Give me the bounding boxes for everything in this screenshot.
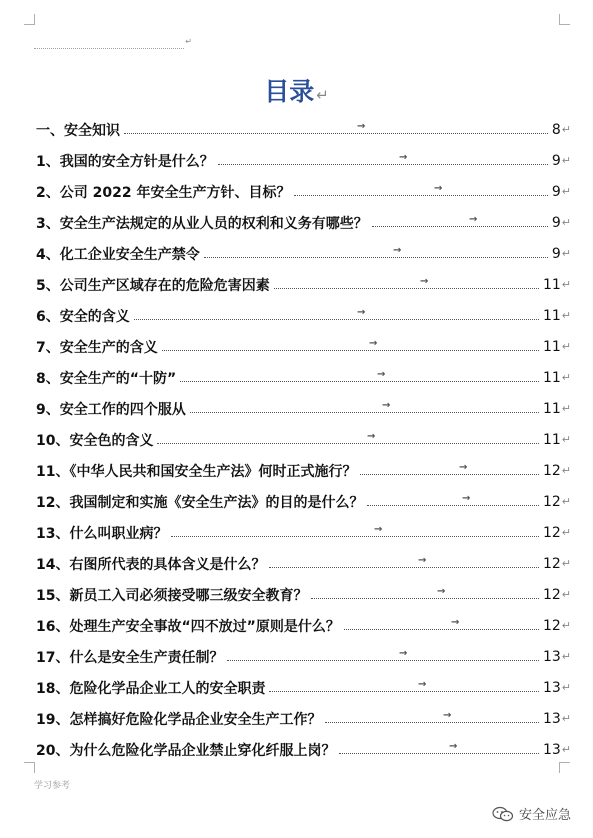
toc-entry[interactable] (36, 672, 571, 703)
toc-entry-label: 14、右图所代表的具体含义是什么？ (36, 556, 266, 573)
watermark-text: 安全应急 (518, 808, 571, 823)
paragraph-mark: ↵ (561, 743, 571, 756)
watermark (492, 804, 571, 823)
page-title-text: 目录 (264, 77, 315, 106)
tab-arrow-mark: → (393, 245, 402, 256)
paragraph-mark: ↵ (561, 526, 571, 539)
toc-entry-page: 9 (551, 152, 561, 169)
wechat-icon (492, 806, 514, 822)
toc-entry-label: 20、为什么危险化学品企业禁止穿化纤服上岗？ (36, 742, 336, 759)
toc-leader-dots (227, 660, 538, 661)
toc-leader-dots (162, 350, 539, 351)
tab-arrow-mark: → (420, 276, 429, 287)
tab-arrow-mark: → (377, 369, 386, 380)
toc-entry-page: 12 (542, 586, 561, 603)
toc-entry-label: 11、《中华人民共和国安全生产法》何时正式施行？ (36, 463, 357, 480)
tab-arrow-mark: → (418, 679, 427, 690)
tab-arrow-mark: → (418, 555, 427, 566)
toc-entry[interactable] (36, 331, 571, 362)
tab-arrow-mark: → (451, 617, 460, 628)
toc-entry-label: 1、我国的安全方针是什么？ (36, 153, 214, 170)
toc-entry-page: 12 (542, 617, 561, 634)
paragraph-mark: ↵ (561, 216, 571, 229)
toc-entry-page: 11 (542, 276, 561, 293)
toc-entry-label: 16、处理生产安全事故“四不放过”原则是什么？ (36, 618, 340, 635)
paragraph-mark: ↵ (316, 86, 329, 104)
toc-entry[interactable] (36, 145, 571, 176)
toc-entry-label: 19、怎样搞好危险化学品企业安全生产工作？ (36, 711, 322, 728)
toc-entry-label: 17、什么是安全生产责任制？ (36, 649, 224, 666)
toc-entry-page: 11 (542, 307, 561, 324)
tab-arrow-mark: → (459, 462, 468, 473)
paragraph-mark: ↵ (561, 681, 571, 694)
tab-arrow-mark: → (437, 586, 446, 597)
tab-arrow-mark: → (367, 431, 376, 442)
tab-arrow-mark: → (357, 307, 366, 318)
paragraph-mark: ↵ (561, 185, 571, 198)
paragraph-mark: ↵ (561, 650, 571, 663)
paragraph-mark: ↵ (561, 464, 571, 477)
toc-entry-label: 4、化工企业安全生产禁令 (36, 246, 200, 263)
tab-arrow-mark: → (374, 524, 383, 535)
toc-entry-label: 15、新员工入司必须接受哪三级安全教育？ (36, 587, 308, 604)
toc-entry[interactable] (36, 300, 571, 331)
paragraph-mark: ↵ (185, 37, 192, 46)
toc-entry[interactable] (36, 579, 571, 610)
tab-arrow-mark: → (462, 493, 471, 504)
toc-entry-label: 7、安全生产的含义 (36, 339, 158, 356)
paragraph-mark: ↵ (561, 433, 571, 446)
toc-entry-page: 13 (542, 679, 561, 696)
toc-leader-dots (344, 629, 539, 630)
toc-entry-label: 2、公司 2022 年安全生产方针、目标？ (36, 184, 291, 201)
toc-entry[interactable] (36, 610, 571, 641)
toc-leader-dots (360, 474, 538, 475)
paragraph-mark: ↵ (561, 402, 571, 415)
crop-mark-top-left (24, 14, 35, 25)
tab-arrow-mark: → (399, 152, 408, 163)
toc-entry-label: 10、安全色的含义 (36, 432, 154, 449)
toc-entry-page: 11 (542, 338, 561, 355)
toc-entry-page: 12 (542, 524, 561, 541)
toc-entry-page: 11 (542, 431, 561, 448)
toc-entry-page: 12 (542, 555, 561, 572)
toc-entry-page: 9 (551, 183, 561, 200)
toc-leader-dots (180, 381, 539, 382)
tab-arrow-mark: → (434, 183, 443, 194)
toc-entry-page: 9 (551, 245, 561, 262)
toc-leader-dots (311, 598, 538, 599)
toc-entry-page: 9 (551, 214, 561, 231)
toc-entry-page: 11 (542, 400, 561, 417)
toc-leader-dots (294, 195, 547, 196)
paragraph-mark: ↵ (561, 557, 571, 570)
tab-arrow-mark: → (443, 710, 452, 721)
toc-entry[interactable] (36, 641, 571, 672)
paragraph-mark: ↵ (561, 247, 571, 260)
tab-arrow-mark: → (369, 338, 378, 349)
toc-leader-dots (269, 691, 538, 692)
page-title (0, 72, 593, 108)
tab-arrow-mark: → (449, 741, 458, 752)
toc-leader-dots (171, 536, 538, 537)
header-placeholder-line (34, 37, 192, 49)
paragraph-mark: ↵ (561, 495, 571, 508)
toc-entry-page: 12 (542, 493, 561, 510)
toc-entry[interactable] (36, 176, 571, 207)
toc-entry-label: 12、我国制定和实施《安全生产法》的目的是什么？ (36, 494, 364, 511)
toc-entry-label: 6、安全的含义 (36, 308, 130, 325)
paragraph-mark: ↵ (561, 340, 571, 353)
toc-entry[interactable] (36, 362, 571, 393)
toc-entry-page: 13 (542, 710, 561, 727)
toc-entry-label: 一、安全知识 (36, 122, 120, 139)
tab-arrow-mark: → (399, 648, 408, 659)
toc-entry[interactable] (36, 734, 571, 765)
toc-entry-page: 11 (542, 369, 561, 386)
table-of-contents (36, 114, 571, 765)
toc-leader-dots (157, 443, 538, 444)
toc-entry[interactable] (36, 207, 571, 238)
toc-entry[interactable] (36, 114, 571, 145)
toc-entry-label: 9、安全工作的四个服从 (36, 401, 186, 418)
tab-arrow-mark: → (357, 121, 366, 132)
crop-mark-top-right (559, 14, 570, 25)
toc-leader-dots (190, 412, 539, 413)
toc-leader-dots (269, 567, 538, 568)
toc-entry-page: 8 (551, 121, 561, 138)
tab-arrow-mark: → (469, 214, 478, 225)
toc-entry[interactable] (36, 238, 571, 269)
toc-leader-dots (218, 164, 548, 165)
toc-entry-page: 12 (542, 462, 561, 479)
paragraph-mark: ↵ (561, 278, 571, 291)
toc-entry-label: 5、公司生产区域存在的危险危害因素 (36, 277, 270, 294)
toc-leader-dots (124, 133, 548, 134)
toc-leader-dots (134, 319, 539, 320)
footer-text: 学习参考 (34, 781, 71, 791)
toc-entry[interactable] (36, 517, 571, 548)
paragraph-mark: ↵ (561, 588, 571, 601)
toc-entry-page: 13 (542, 648, 561, 665)
paragraph-mark: ↵ (561, 309, 571, 322)
toc-entry[interactable] (36, 703, 571, 734)
tab-arrow-mark: → (382, 400, 391, 411)
toc-entry[interactable] (36, 455, 571, 486)
toc-entry[interactable] (36, 269, 571, 300)
toc-entry-label: 3、安全生产法规定的从业人员的权利和义务有哪些？ (36, 215, 368, 232)
toc-entry[interactable] (36, 486, 571, 517)
toc-leader-dots (204, 257, 548, 258)
paragraph-mark: ↵ (561, 619, 571, 632)
toc-leader-dots (325, 722, 538, 723)
crop-mark-bottom-left (24, 762, 35, 773)
toc-entry-label: 18、危险化学品企业工人的安全职责 (36, 680, 266, 697)
paragraph-mark: ↵ (561, 154, 571, 167)
paragraph-mark: ↵ (561, 712, 571, 725)
paragraph-mark: ↵ (561, 371, 571, 384)
toc-leader-dots (274, 288, 539, 289)
toc-entry[interactable] (36, 393, 571, 424)
toc-leader-dots (339, 753, 538, 754)
paragraph-mark: ↵ (561, 123, 571, 136)
toc-leader-dots (372, 226, 548, 227)
toc-entry-label: 8、安全生产的“十防” (36, 370, 177, 387)
toc-entry-label: 13、什么叫职业病？ (36, 525, 168, 542)
toc-entry[interactable] (36, 548, 571, 579)
toc-entry[interactable] (36, 424, 571, 455)
toc-leader-dots (367, 505, 538, 506)
toc-entry-page: 13 (542, 741, 561, 758)
